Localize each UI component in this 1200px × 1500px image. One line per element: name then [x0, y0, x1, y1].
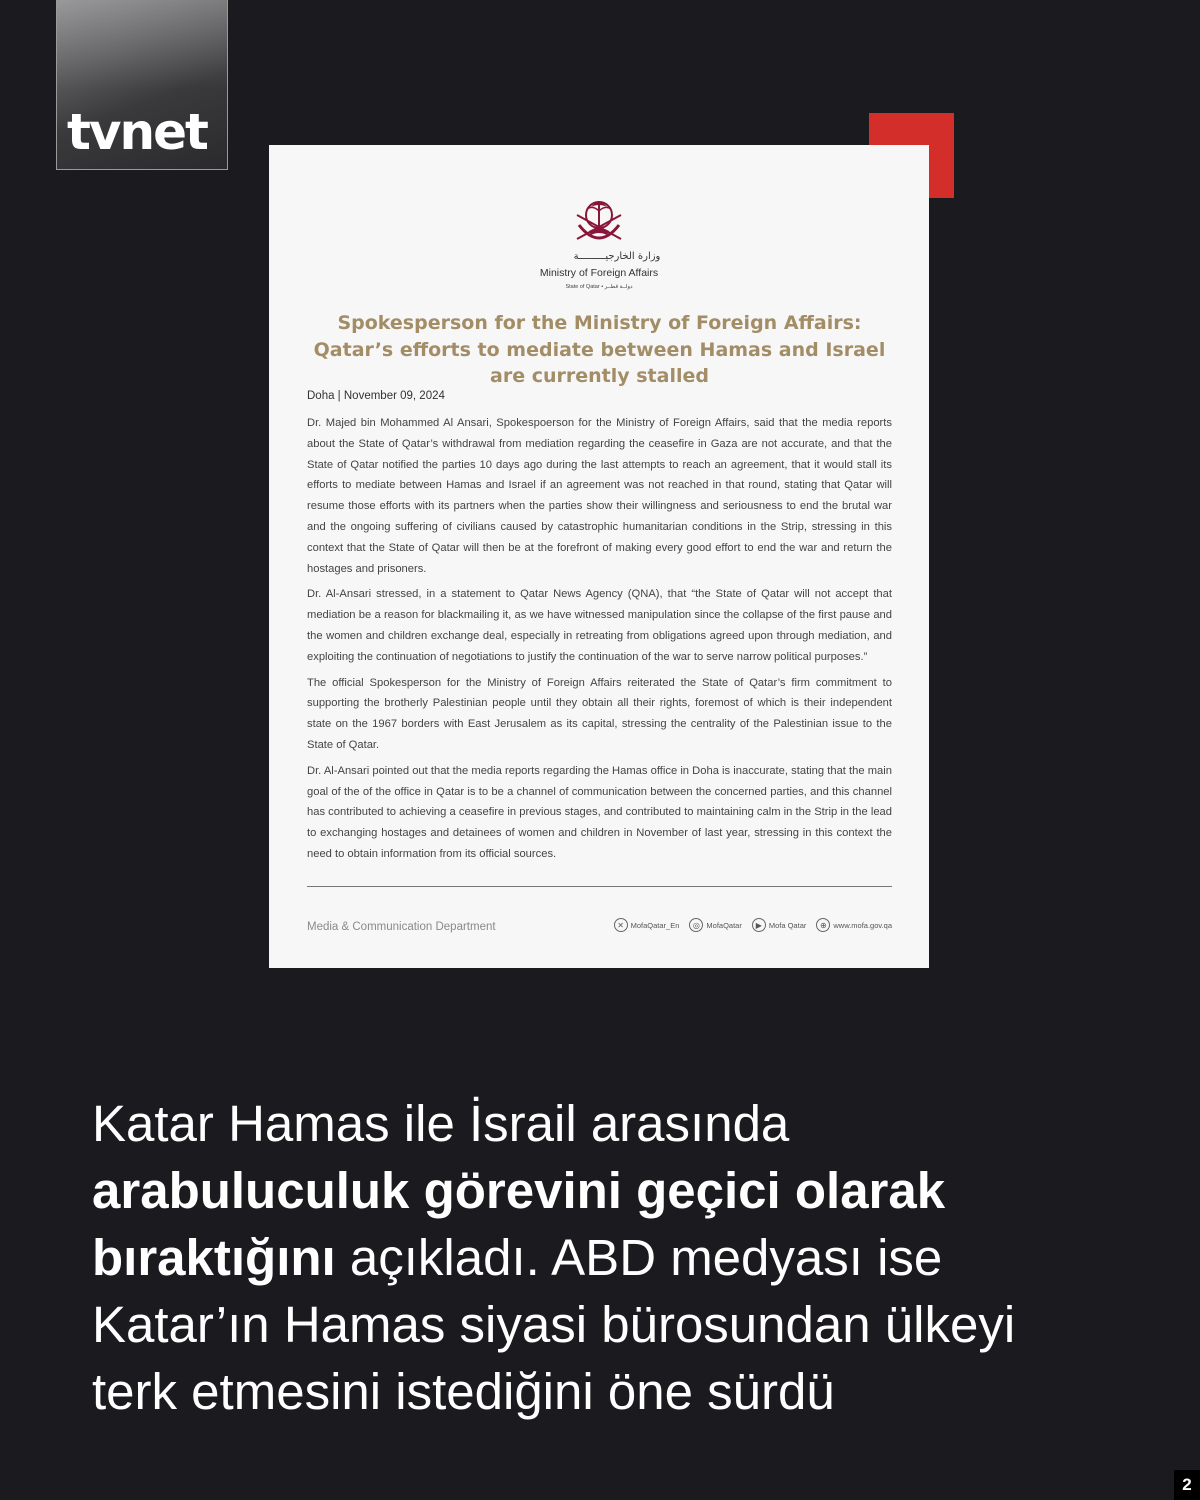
paragraph: Dr. Al-Ansari pointed out that the media reports regarding the Hamas office in Doha is inaccurate, stating that the main goal of the of the office in Qatar is to be a channel of communication between the concerned parties, and this channel has contributed to achieving a ceasefire in previous stages, and contributed to maintaining calm in the Strip in the lead to exchanging hostages and detainees of women and children in November of last year, stressing in this context the need to obtain information from its official sources.: [307, 764, 892, 860]
headline-bold: arabuluculuk görevini geçici olarak bıraktığını: [92, 1162, 946, 1286]
paragraph: The official Spokesperson for the Ministry of Foreign Affairs reiterated the State of Qatar’s firm commitment to supporting the brotherly Palestinian people until they obtain all their rights, foremost of which is their independent state on the 1967 borders with East Jerusalem as its capital, stressing the centrality of the Palestinian issue to the State of Qatar.: [307, 676, 892, 751]
dateline: Doha | November 09, 2024: [307, 390, 445, 402]
paragraph: Dr. Majed bin Mohammed Al Ansari, Spokespoerson for the Ministry of Foreign Affairs, said that the media reports about the State of Qatar’s withdrawal from mediation regarding the ceasefire in Gaza are not accurate, and that the State of Qatar notified the parties 10 days ago during the last attempts to reach an agreement, that it would stall its efforts to mediate between Hamas and Israel if an agreement was not reached in that round, stating that Qatar will resume those efforts with its partners when the parties show their willingness and seriousness to end the brutal war and the ongoing suffering of civilians caused by catastrophic humanitarian conditions in the Strip, stressing in this context that the State of Qatar will then be at the forefront of making every good effort to end the war and return the hostages and prisoners.: [307, 417, 892, 575]
press-release-document: [269, 145, 929, 968]
page-number: 2: [1174, 1470, 1200, 1500]
ministry-name-english: Ministry of Foreign Affairs: [539, 267, 659, 279]
tvnet-logo: [56, 0, 228, 170]
social-youtube: [752, 918, 807, 932]
instagram-icon: ◎: [689, 918, 703, 932]
headline: [92, 1090, 1112, 1425]
headline-part-2: açıkladı. ABD medyası ise Katar’ın Hamas siyasi bürosundan ülkeyi terk etmesini istediğini öne sürdü: [92, 1229, 1016, 1420]
footer-socials: [614, 918, 892, 932]
ministry-state: State of Qatar • دولــة قطــر: [565, 284, 633, 290]
document-body: [307, 413, 892, 870]
social-website: [816, 918, 892, 932]
qatar-emblem-icon: [569, 195, 629, 251]
social-label: Mofa Qatar: [768, 920, 807, 930]
social-x: [614, 918, 680, 932]
social-instagram: [689, 918, 741, 932]
document-title: Spokesperson for the Ministry of Foreign Affairs: Qatar’s efforts to mediate between Hamas and Israel are currently stalled: [313, 312, 886, 387]
youtube-icon: ▶: [752, 918, 766, 932]
social-label: MofaQatar_En: [630, 920, 680, 930]
headline-part-1: Katar Hamas ile İsrail arasında: [92, 1095, 790, 1152]
social-label: MofaQatar: [706, 920, 742, 930]
logo-text: tvnet: [67, 103, 207, 161]
divider: [307, 886, 892, 887]
footer-department: Media & Communication Department: [307, 921, 496, 933]
ministry-name-arabic: وزارة الخارجيـــــــــة: [573, 251, 661, 262]
paragraph: Dr. Al-Ansari stressed, in a statement to Qatar News Agency (QNA), that “the State of Qatar will not accept that mediation be a reason for blackmailing it, as we have witnessed manipulation since the collapse of the first pause and the women and children exchange deal, especially in retreating from obligations agreed upon through mediation, and exploiting the continuation of negotiations to justify the continuation of the war to serve narrow political purposes.”: [307, 588, 892, 663]
x-icon: ✕: [614, 918, 628, 932]
globe-icon: ⊕: [816, 918, 830, 932]
social-label: www.mofa.gov.qa: [833, 920, 892, 930]
